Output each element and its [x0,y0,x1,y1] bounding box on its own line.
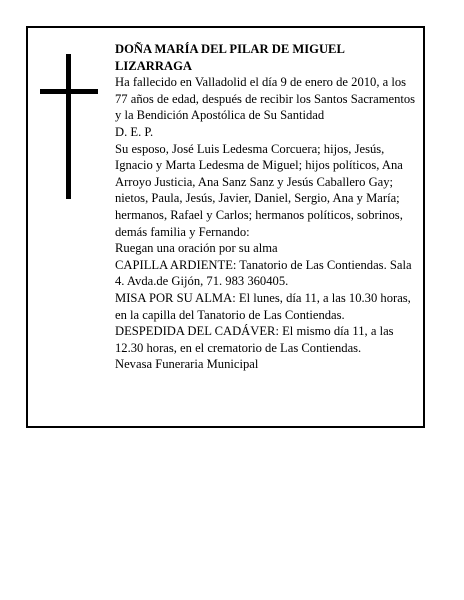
funeral-home: Nevasa Funeraria Municipal [115,357,259,372]
notice-content [115,41,420,373]
wake-details: CAPILLA ARDIENTE: Tanatorio de Las Contiendas. Sala 4. Avda.de Gijón, 71. 983 360405. [115,257,412,289]
prayer-request: Ruegan una oración por su alma [115,241,278,256]
cross-vertical-bar [66,54,71,199]
mass-details: MISA POR SU ALMA: El lunes, día 11, a las 10.30 horas, en la capilla del Tanatorio de Las Contiendas. [115,290,411,322]
cross-icon [40,54,98,199]
death-announcement: Ha fallecido en Valladolid el día 9 de enero de 2010, a los 77 años de edad, después de recibir los Santos Sacramentos y la Bendición Apostólica de Su Santidad [115,75,416,123]
rip-abbreviation: D. E. P. [115,124,154,139]
family-list: Su esposo, José Luis Ledesma Corcuera; hijos, Jesús, Ignacio y Marta Ledesma de Miguel; hijos políticos, Ana Arroyo Justicia, Ana Sanz Sanz y Jesús Caballero Gay; nietos, Paula, Jesús, Javier, Daniel, Sergio, Ana y María; hermanos, Rafael y Carlos; hermanos políticos, sobrinos, demás familia y Fernando: [115,141,403,239]
cross-horizontal-bar [40,89,98,94]
farewell-details: DESPEDIDA DEL CADÁVER: El mismo día 11, a las 12.30 horas, en el crematorio de Las Contiendas. [115,324,394,355]
obituary-notice [26,26,425,428]
deceased-name: DOÑA MARÍA DEL PILAR DE MIGUEL LIZARRAGA [115,42,345,73]
